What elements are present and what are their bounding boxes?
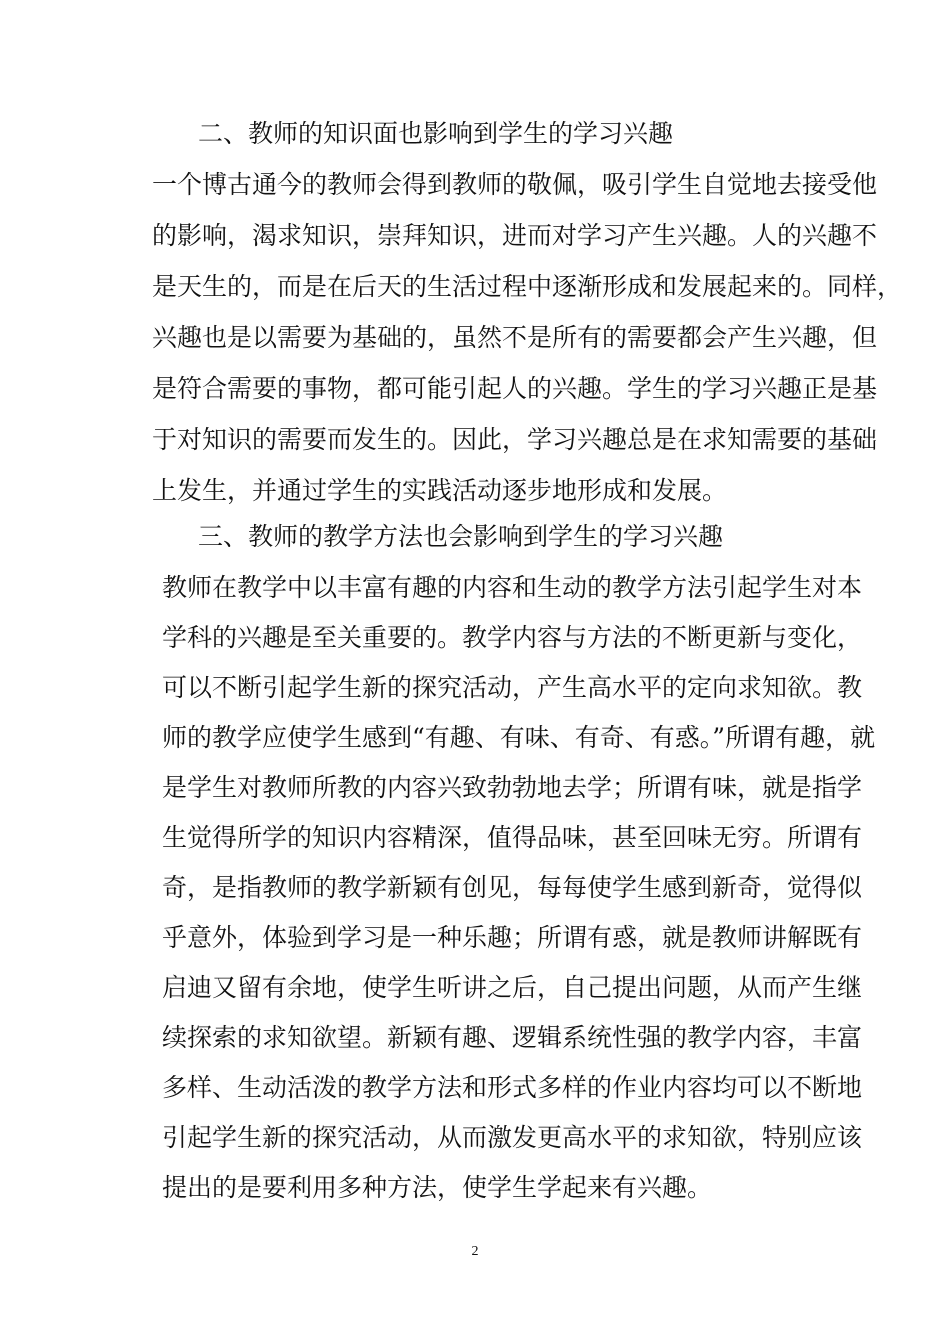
paragraph-line: 上发生，并通过学生的实践活动逐步地形成和发展。 [152,476,728,505]
paragraph-line: 启迪又留有余地，使学生听讲之后，自己提出问题，从而产生继 [162,973,863,1002]
paragraph-line: 的影响，渴求知识，崇拜知识，进而对学习产生兴趣。人的兴趣不 [152,221,878,250]
paragraph-line: 于对知识的需要而发生的。因此，学习兴趣总是在求知需要的基础 [152,425,878,454]
paragraph-line: 兴趣也是以需要为基础的，虽然不是所有的需要都会产生兴趣，但 [152,323,878,352]
paragraph-line: 乎意外，体验到学习是一种乐趣；所谓有惑，就是教师讲解既有 [162,923,863,952]
paragraph-line: 教师在教学中以丰富有趣的内容和生动的教学方法引起学生对本 [162,573,863,602]
paragraph-line: 引起学生新的探究活动，从而激发更高水平的求知欲，特别应该 [162,1123,863,1152]
paragraph-line: 是学生对教师所教的内容兴致勃勃地去学；所谓有味，就是指学 [162,773,863,802]
section-2-heading: 二、教师的知识面也影响到学生的学习兴趣 [198,119,674,148]
page-number: 2 [471,1244,479,1259]
paragraph-line: 可以不断引起学生新的探究活动，产生高水平的定向求知欲。教 [162,673,863,702]
paragraph-line: 一个博古通今的教师会得到教师的敬佩，吸引学生自觉地去接受他 [152,170,878,199]
paragraph-line: 是符合需要的事物，都可能引起人的兴趣。学生的学习兴趣正是基 [152,374,878,403]
paragraph-line: 生觉得所学的知识内容精深，值得品味，甚至回味无穷。所谓有 [162,823,863,852]
paragraph-line: 奇，是指教师的教学新颖有创见，每每使学生感到新奇，觉得似 [162,873,863,902]
paragraph-line: 师的教学应使学生感到“有趣、有味、有奇、有惑。”所谓有趣，就 [162,723,876,752]
paragraph-line: 是天生的，而是在后天的生活过程中逐渐形成和发展起来的。同样， [152,272,903,301]
section-3-heading: 三、教师的教学方法也会影响到学生的学习兴趣 [198,522,724,551]
paragraph-line: 多样、生动活泼的教学方法和形式多样的作业内容均可以不断地 [162,1073,863,1102]
paragraph-line: 提出的是要利用多种方法，使学生学起来有兴趣。 [162,1173,713,1202]
paragraph-line: 续探索的求知欲望。新颖有趣、逻辑系统性强的教学内容，丰富 [162,1023,863,1052]
paragraph-line: 学科的兴趣是至关重要的。教学内容与方法的不断更新与变化， [162,623,863,652]
